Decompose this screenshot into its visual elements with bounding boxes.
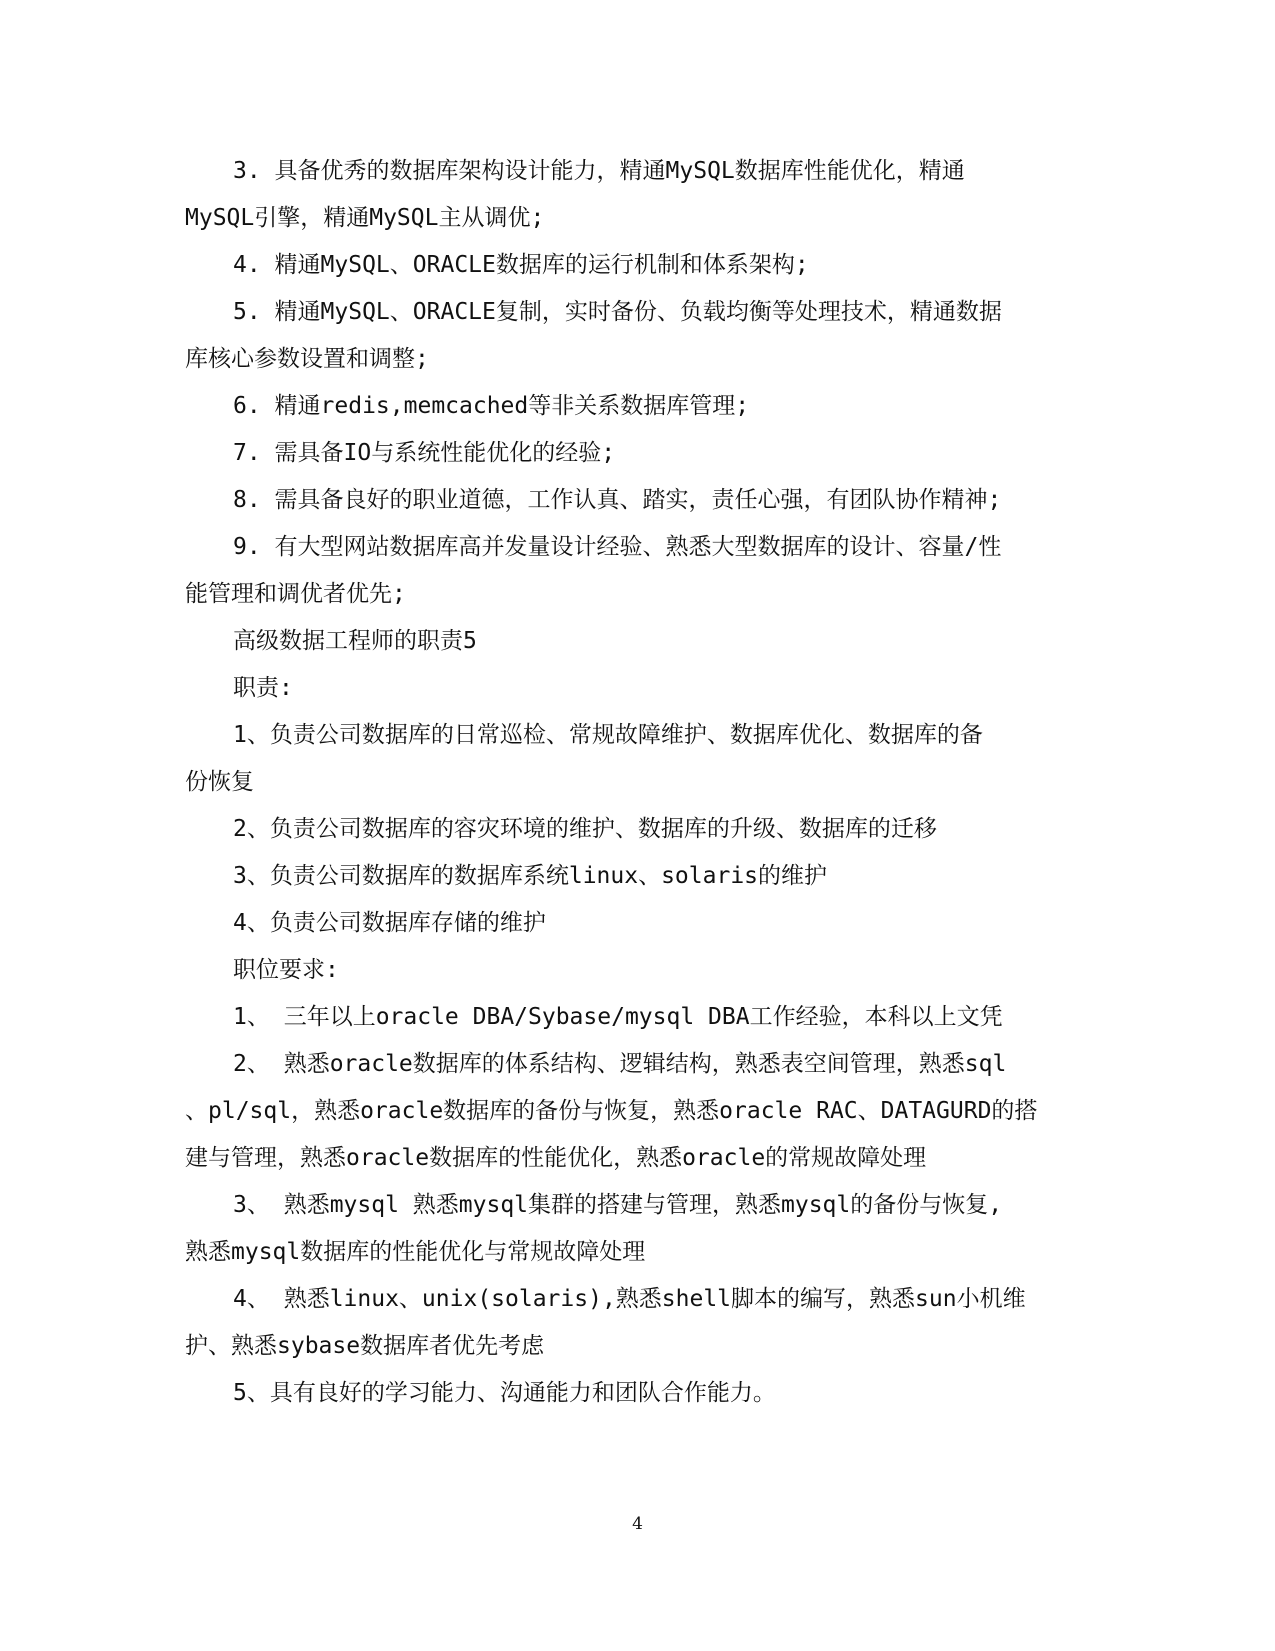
paragraph-line: 2、负责公司数据库的容灾环境的维护、数据库的升级、数据库的迁移 <box>233 816 937 842</box>
paragraph-line: 4、 熟悉linux、unix(solaris),熟悉shell脚本的编写，熟悉sun小机维 <box>233 1286 1026 1312</box>
paragraph-line: 能管理和调优者优先; <box>185 581 406 607</box>
paragraph-line: 3. 具备优秀的数据库架构设计能力，精通MySQL数据库性能优化，精通 <box>233 158 965 184</box>
paragraph-line: 4、负责公司数据库存储的维护 <box>233 910 546 936</box>
paragraph-line: 6. 精通redis,memcached等非关系数据库管理; <box>233 393 750 419</box>
paragraph-line: 2、 熟悉oracle数据库的体系结构、逻辑结构，熟悉表空间管理，熟悉sql <box>233 1051 1007 1077</box>
paragraph-line: 、pl/sql，熟悉oracle数据库的备份与恢复，熟悉oracle RAC、DATAGURD的搭 <box>185 1098 1038 1124</box>
paragraph-line: MySQL引擎，精通MySQL主从调优; <box>185 205 545 231</box>
paragraph-line: 份恢复 <box>185 769 254 795</box>
paragraph-line: 3、 熟悉mysql 熟悉mysql集群的搭建与管理，熟悉mysql的备份与恢复, <box>233 1192 1003 1218</box>
paragraph-line: 建与管理，熟悉oracle数据库的性能优化，熟悉oracle的常规故障处理 <box>185 1145 927 1171</box>
paragraph-line: 护、熟悉sybase数据库者优先考虑 <box>185 1333 545 1359</box>
section-heading: 高级数据工程师的职责5 <box>233 628 477 654</box>
paragraph-line: 1、负责公司数据库的日常巡检、常规故障维护、数据库优化、数据库的备 <box>233 722 983 748</box>
paragraph-line: 5、具有良好的学习能力、沟通能力和团队合作能力。 <box>233 1380 776 1406</box>
document-body <box>185 148 1038 1417</box>
paragraph-line: 熟悉mysql数据库的性能优化与常规故障处理 <box>185 1239 646 1265</box>
page-number: 4 <box>632 1514 643 1534</box>
paragraph-line: 8. 需具备良好的职业道德，工作认真、踏实，责任心强，有团队协作精神; <box>233 487 1002 513</box>
paragraph-line: 5. 精通MySQL、ORACLE复制，实时备份、负载均衡等处理技术，精通数据 <box>233 299 1002 325</box>
subheading: 职位要求: <box>233 957 339 983</box>
paragraph-line: 3、负责公司数据库的数据库系统linux、solaris的维护 <box>233 863 828 889</box>
paragraph-line: 1、 三年以上oracle DBA/Sybase/mysql DBA工作经验，本科以上文凭 <box>233 1004 1003 1030</box>
paragraph-line: 7. 需具备IO与系统性能优化的经验; <box>233 440 616 466</box>
subheading: 职责: <box>233 675 293 701</box>
paragraph-line: 库核心参数设置和调整; <box>185 346 429 372</box>
paragraph-line: 9. 有大型网站数据库高并发量设计经验、熟悉大型数据库的设计、容量/性 <box>233 534 1002 560</box>
paragraph-line: 4. 精通MySQL、ORACLE数据库的运行机制和体系架构; <box>233 252 809 278</box>
